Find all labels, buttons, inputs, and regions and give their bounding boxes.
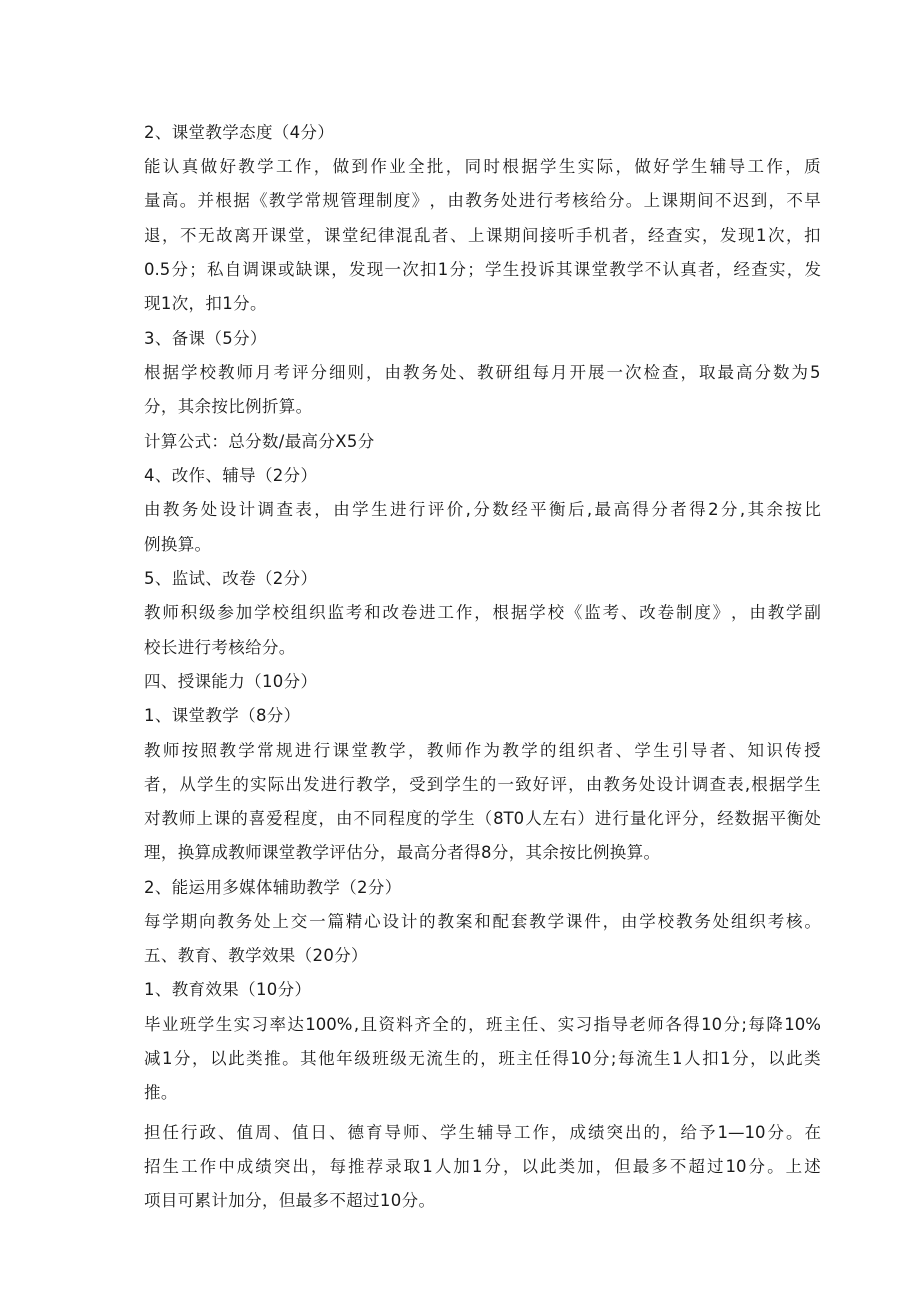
paragraph-line: 教 师 按 照 教 学 常 规 进 行 课 堂 教 学 ， 教 师 作 为 教 学 的 组 织 者 、 学 生 引 导 者 、 知 识 传 授	[144, 741, 821, 760]
paragraph-line: 量 高 。 并 根 据 《 教 学 常 规 管 理 制 度 》 ， 由 教 务 处 进 行 考 核 给 分 。 上 课 期 间 不 迟 到 ， 不 早	[144, 191, 821, 210]
paragraph-line: 招 生 工 作 中 成 绩 突 出 ， 每 推 荐 录 取 1 人 加 1 分 ， 以 此 类 加 ， 但 最 多 不 超 过 10 分 。 上 述	[144, 1157, 821, 1176]
paragraph-line: 0.5 分 ； 私 自 调 课 或 缺 课 ， 发 现 一 次 扣 1 分 ； 学 生 投 诉 其 课 堂 教 学 不 认 真 者 ， 经 查 实 ， 发	[144, 260, 821, 279]
heading-classroom-attitude: 2、课堂教学态度（4分）	[144, 123, 335, 142]
paragraph-line: 减 1 分 ， 以 此 类 推 。 其 他 年 级 班 级 无 流 生 的 ， 班 主 任 得 10 分 ; 每 流 生 1 人 扣 1 分 ， 以 此 类	[144, 1049, 821, 1068]
paragraph-line: 由 教 务 处 设 计 调 查 表 ， 由 学 生 进 行 评 价 , 分 数 经 平 衡 后 , 最 高 得 分 者 得 2 分 , 其 余 按 比	[144, 500, 821, 519]
heading-multimedia: 2、能运用多媒体辅助教学（2分）	[144, 878, 402, 897]
paragraph-line: 项目可累计加分，但最多不超过10分。	[144, 1191, 436, 1210]
paragraph-line: 根 据 学 校 教 师 月 考 评 分 细 则 ， 由 教 务 处 、 教 研 组 每 月 开 展 一 次 检 查 ， 取 最 高 分 数 为 5	[144, 363, 821, 382]
heading-education-effect: 1、教育效果（10分）	[144, 980, 312, 999]
paragraph-line: 现1次，扣1分。	[144, 294, 267, 313]
formula-line: 计算公式：总分数/最高分X5分	[144, 432, 375, 451]
paragraph-line: 分，其余按比例折算。	[144, 397, 313, 416]
paragraph-line: 推。	[144, 1083, 178, 1102]
heading-classroom-teaching: 1、课堂教学（8分）	[144, 706, 301, 725]
paragraph-line: 能 认 真 做 好 教 学 工 作 ， 做 到 作 业 全 批 ， 同 时 根 据 学 生 实 际 ， 做 好 学 生 辅 导 工 作 ， 质	[144, 157, 821, 176]
heading-invigilation: 5、监试、改卷（2分）	[144, 569, 318, 588]
heading-lesson-prep: 3、备课（5分）	[144, 329, 267, 348]
paragraph-line: 校长进行考核给分。	[144, 638, 296, 657]
paragraph-line: 退 ， 不 无 故 离 开 课 堂 ， 课 堂 纪 律 混 乱 者 、 上 课 期 间 接 听 手 机 者 ， 经 查 实 ， 发 现 1 次 ， 扣	[144, 226, 821, 245]
paragraph-line: 对 教 师 上 课 的 喜 爱 程 度 ， 由 不 同 程 度 的 学 生 （ 8T0 人 左 右 ） 进 行 量 化 评 分 ， 经 数 据 平 衡 处	[144, 809, 821, 828]
heading-education-results: 五、教育、教学效果（20分）	[144, 946, 368, 965]
heading-teaching-ability: 四、授课能力（10分）	[144, 672, 318, 691]
paragraph-line: 者 ， 从 学 生 的 实 际 出 发 进 行 教 学 ， 受 到 学 生 的 一 致 好 评 ， 由 教 务 处 设 计 调 查 表 , 根 据 学 生	[144, 775, 821, 794]
paragraph-line: 毕 业 班 学 生 实 习 率 达 100% , 且 资 料 齐 全 的 ， 班 主 任 、 实 习 指 导 老 师 各 得 10 分 ; 每 降 10%	[144, 1015, 821, 1034]
heading-grading-tutoring: 4、改作、辅导（2分）	[144, 466, 318, 485]
paragraph-line: 教 师 积 级 参 加 学 校 组 织 监 考 和 改 卷 进 工 作 ， 根 据 学 校 《 监 考 、 改 卷 制 度 》 ， 由 教 学 副	[144, 603, 821, 622]
paragraph-line: 理，换算成教师课堂教学评估分，最高分者得8分，其余按比例换算。	[144, 843, 661, 862]
paragraph-line: 例换算。	[144, 535, 212, 554]
paragraph-line: 担 任 行 政 、 值 周 、 值 日 、 德 育 导 师 、 学 生 辅 导 工 作 ， 成 绩 突 出 的 ， 给 予 1—10 分 。 在	[144, 1123, 821, 1142]
paragraph-line: 每 学 期 向 教 务 处 上 交 一 篇 精 心 设 计 的 教 案 和 配 套 教 学 课 件 ， 由 学 校 教 务 处 组 织 考 核 。	[144, 912, 821, 931]
